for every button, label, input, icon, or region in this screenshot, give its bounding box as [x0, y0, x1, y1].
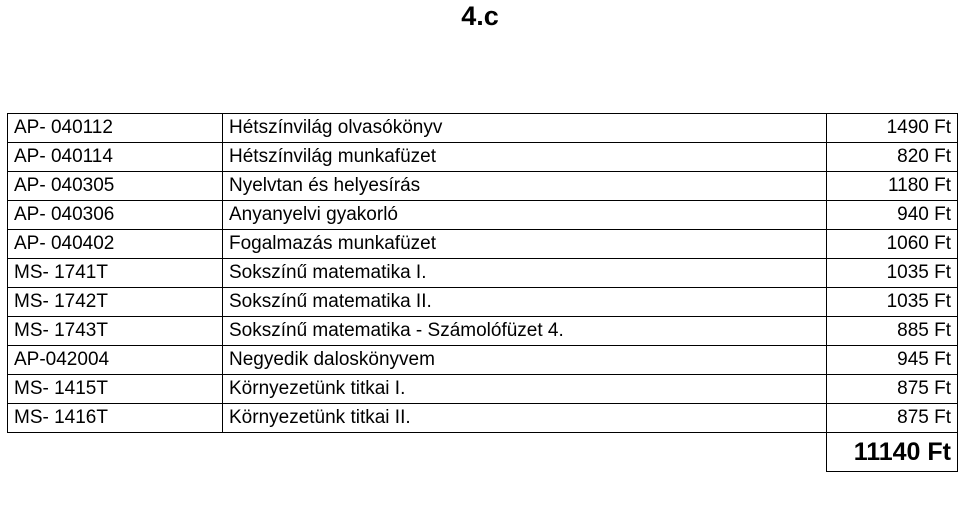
empty-cell	[223, 433, 827, 472]
book-price: 885 Ft	[827, 317, 958, 346]
book-price: 820 Ft	[827, 143, 958, 172]
book-price: 1490 Ft	[827, 114, 958, 143]
book-price: 1035 Ft	[827, 259, 958, 288]
book-code: AP- 040402	[8, 230, 223, 259]
book-code: AP- 040112	[8, 114, 223, 143]
table-row	[8, 346, 958, 375]
table-row	[8, 230, 958, 259]
book-code: AP- 040305	[8, 172, 223, 201]
table-row	[8, 288, 958, 317]
book-price: 1060 Ft	[827, 230, 958, 259]
book-price: 875 Ft	[827, 375, 958, 404]
empty-cell	[8, 433, 223, 472]
table-row	[8, 375, 958, 404]
book-title: Sokszínű matematika - Számolófüzet 4.	[223, 317, 827, 346]
table-row	[8, 404, 958, 433]
book-code: MS- 1741T	[8, 259, 223, 288]
book-code: AP-042004	[8, 346, 223, 375]
book-title: Negyedik daloskönyvem	[223, 346, 827, 375]
book-list-table	[7, 113, 958, 472]
book-price: 1180 Ft	[827, 172, 958, 201]
book-title: Sokszínű matematika II.	[223, 288, 827, 317]
book-code: MS- 1416T	[8, 404, 223, 433]
book-code: MS- 1415T	[8, 375, 223, 404]
book-code: MS- 1742T	[8, 288, 223, 317]
book-code: MS- 1743T	[8, 317, 223, 346]
total-price: 11140 Ft	[827, 433, 958, 472]
total-row	[8, 433, 958, 472]
table-row	[8, 317, 958, 346]
book-title: Környezetünk titkai I.	[223, 375, 827, 404]
table-row	[8, 259, 958, 288]
table-row	[8, 172, 958, 201]
book-price: 940 Ft	[827, 201, 958, 230]
book-code: AP- 040306	[8, 201, 223, 230]
book-title: Hétszínvilág munkafüzet	[223, 143, 827, 172]
book-price: 1035 Ft	[827, 288, 958, 317]
book-price: 945 Ft	[827, 346, 958, 375]
book-title: Hétszínvilág olvasókönyv	[223, 114, 827, 143]
book-price: 875 Ft	[827, 404, 958, 433]
table-row	[8, 114, 958, 143]
book-code: AP- 040114	[8, 143, 223, 172]
table-row	[8, 201, 958, 230]
page-title: 4.c	[461, 1, 499, 31]
book-title: Környezetünk titkai II.	[223, 404, 827, 433]
book-title: Anyanyelvi gyakorló	[223, 201, 827, 230]
book-title: Fogalmazás munkafüzet	[223, 230, 827, 259]
table-row	[8, 143, 958, 172]
book-title: Sokszínű matematika I.	[223, 259, 827, 288]
book-title: Nyelvtan és helyesírás	[223, 172, 827, 201]
